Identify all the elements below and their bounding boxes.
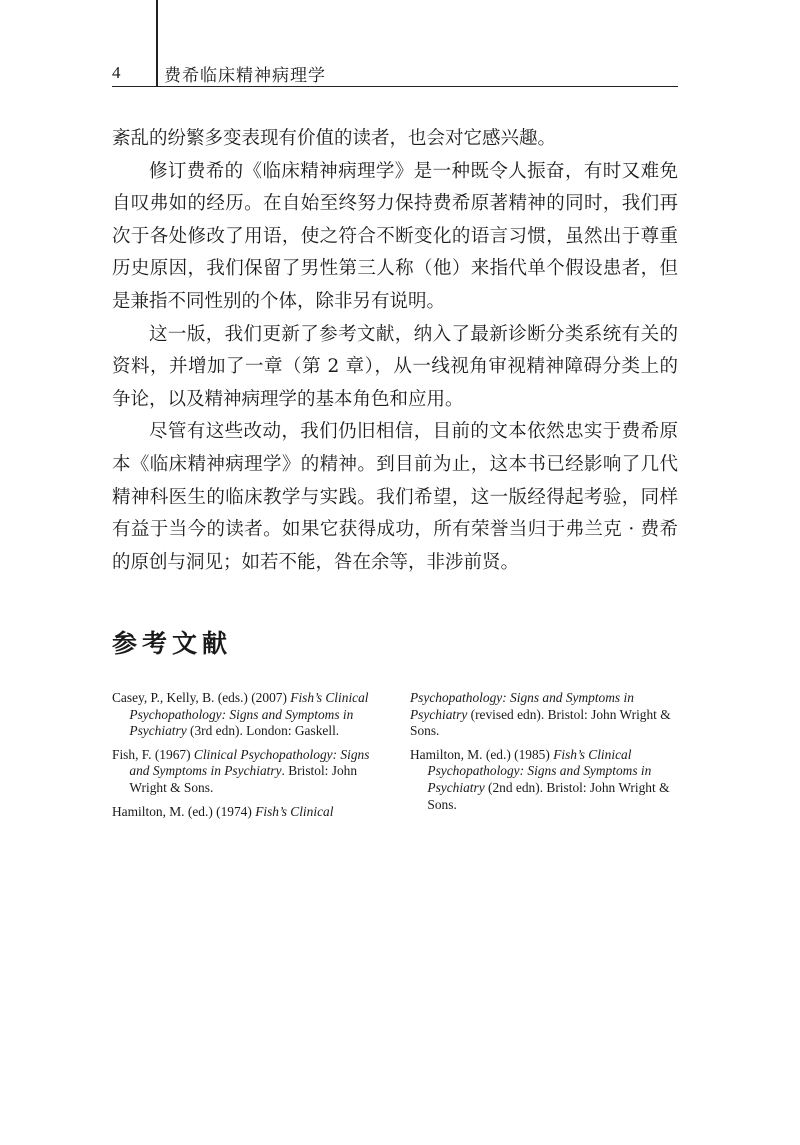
body-text: [112, 123, 678, 579]
page-number: 4: [112, 63, 121, 82]
references-list: [112, 690, 678, 827]
paragraph: 尽管有这些改动，我们仍旧相信，目前的文本依然忠实于费希原本《临床精神病理学》的精神。到目前为止，这本书已经影响了几代精神科医生的临床教学与实践。我们希望，这一版经得起考验，同样有益于当今的读者。如果它获得成功，所有荣誉当归于弗兰克 · 费希的原创与洞见；如若不能，咎在余等，非涉前贤。: [112, 421, 678, 573]
header-horizontal-rule: [112, 86, 678, 87]
references-column-right: [410, 690, 678, 827]
references-heading: 参考文献: [112, 629, 233, 658]
references-column-left: [112, 690, 380, 827]
running-header: [112, 62, 678, 84]
reference-entry: Casey, P., Kelly, B. (eds.) (2007) Fish’s Clinical Psychopathology: Signs and Symptoms in Psychiatry (3rd edn). London: Gaskell.: [112, 690, 369, 739]
paragraph: 修订费希的《临床精神病理学》是一种既令人振奋，有时又难免自叹弗如的经历。在自始至终努力保持费希原著精神的同时，我们再次于各处修改了用语，使之符合不断变化的语言习惯，虽然出于尊重历史原因，我们保留了男性第三人称（他）来指代单个假设患者，但是兼指不同性别的个体，除非另有说明。: [112, 160, 678, 312]
running-title: 费希临床精神病理学: [164, 65, 326, 86]
paragraph-continued: 紊乱的纷繁多变表现有价值的读者，也会对它感兴趣。: [112, 128, 557, 149]
reference-entry: Fish, F. (1967) Clinical Psychopathology: Signs and Symptoms in Psychiatry. Bristol: John Wright & Sons.: [112, 746, 370, 795]
reference-entry: Hamilton, M. (ed.) (1985) Fish’s Clinical Psychopathology: Signs and Symptoms in Psychiatry (2nd edn). Bristol: John Wright & Sons.: [410, 746, 670, 812]
reference-entry: Hamilton, M. (ed.) (1974) Fish’s Clinical: [112, 803, 334, 819]
paragraph: 这一版，我们更新了参考文献，纳入了最新诊断分类系统有关的资料，并增加了一章（第 2 章），从一线视角审视精神障碍分类上的争论，以及精神病理学的基本角色和应用。: [112, 323, 678, 410]
reference-entry-continued: Psychopathology: Signs and Symptoms in Psychiatry (revised edn). Bristol: John Wright & Sons.: [410, 690, 671, 739]
